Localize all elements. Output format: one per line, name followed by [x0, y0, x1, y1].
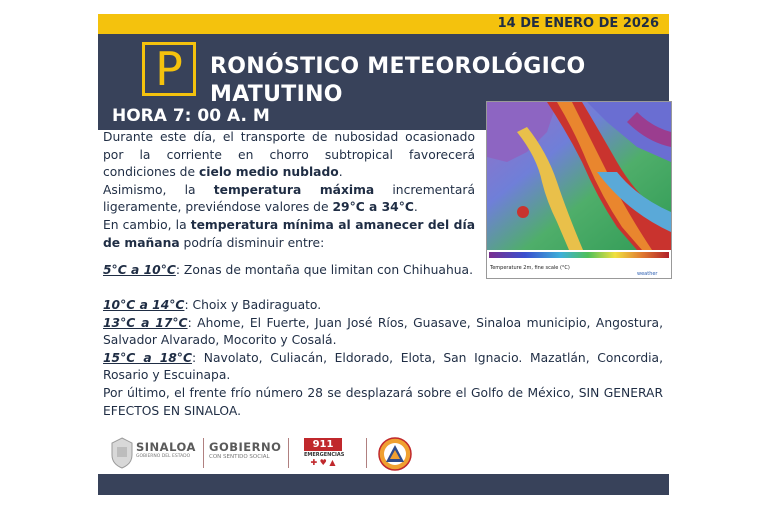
forecast-text-bottom	[103, 297, 663, 420]
range-1	[103, 262, 475, 280]
range-1-value: 5°C a 10°C	[103, 263, 176, 277]
range-1-text: : Zonas de montaña que limitan con Chihuahua.	[175, 263, 473, 277]
forecast-text-top	[103, 129, 475, 252]
date-bar	[98, 14, 669, 34]
sinaloa-logo-text: SINALOA	[136, 440, 196, 454]
emergency-911-label: EMERGENCIAS	[304, 452, 345, 458]
state-shield-icon	[110, 437, 134, 469]
sinaloa-logo-subtext: GOBIERNO DEL ESTADO	[136, 454, 191, 459]
paragraph-cold-front: Por último, el frente frío número 28 se desplazará sobre el Golfo de México, SIN GENERAR EFECTOS EN SINALOA.	[103, 385, 663, 418]
map-brand: weather	[637, 271, 658, 277]
range-2: 10°C a 14°C: Choix y Badiraguato.	[103, 298, 322, 312]
gobierno-logo-text: GOBIERNO	[209, 440, 282, 454]
footer-divider	[288, 438, 289, 468]
range-3: 13°C a 17°C: Ahome, El Fuerte, Juan José Ríos, Guasave, Sinaloa municipio, Angostura, Salvador Alvarado, Mocorito y Cosalá.	[103, 315, 663, 348]
title-line-2: MATUTINO	[210, 82, 343, 107]
civil-protection-icon	[378, 437, 412, 471]
paragraph-min-temp: En cambio, la temperatura mínima al amanecer del día de mañana podría disminuir entre:	[103, 217, 476, 250]
paragraph-cloud: Durante este día, el transporte de nubosidad ocasionado por la corriente en chorro subtropical favorecerá condiciones de cielo medio nublado.	[103, 130, 475, 180]
p-logo-letter: P	[155, 42, 183, 96]
forecast-time: HORA 7: 00 A. M	[112, 106, 270, 126]
temperature-map-image	[487, 102, 671, 278]
paragraph-max-temp: Asimismo, la temperatura máxima incrementará ligeramente, previéndose valores de 29°C a 34°C.	[103, 182, 475, 215]
p-logo	[142, 42, 196, 96]
emergency-911-number: 911	[304, 438, 342, 451]
range-4: 15°C a 18°C: Navolato, Culiacán, Eldorado, Elota, San Ignacio. Mazatlán, Concordia, Rosario y Escuinapa.	[103, 350, 663, 383]
temperature-map	[486, 101, 672, 279]
map-caption: Temperature 2m, fine scale (°C)	[490, 265, 570, 271]
gobierno-logo-subtext: CON SENTIDO SOCIAL	[209, 454, 270, 460]
footer-divider	[366, 438, 367, 468]
emergency-icons: ✚ ♥ ▲	[310, 458, 336, 467]
bulletin-date: 14 DE ENERO DE 2026	[497, 16, 659, 31]
footer-divider	[203, 438, 204, 468]
emergency-911-logo	[304, 438, 345, 470]
title-line-1: RONÓSTICO METEOROLÓGICO	[210, 54, 586, 79]
footer-bar	[98, 474, 669, 495]
